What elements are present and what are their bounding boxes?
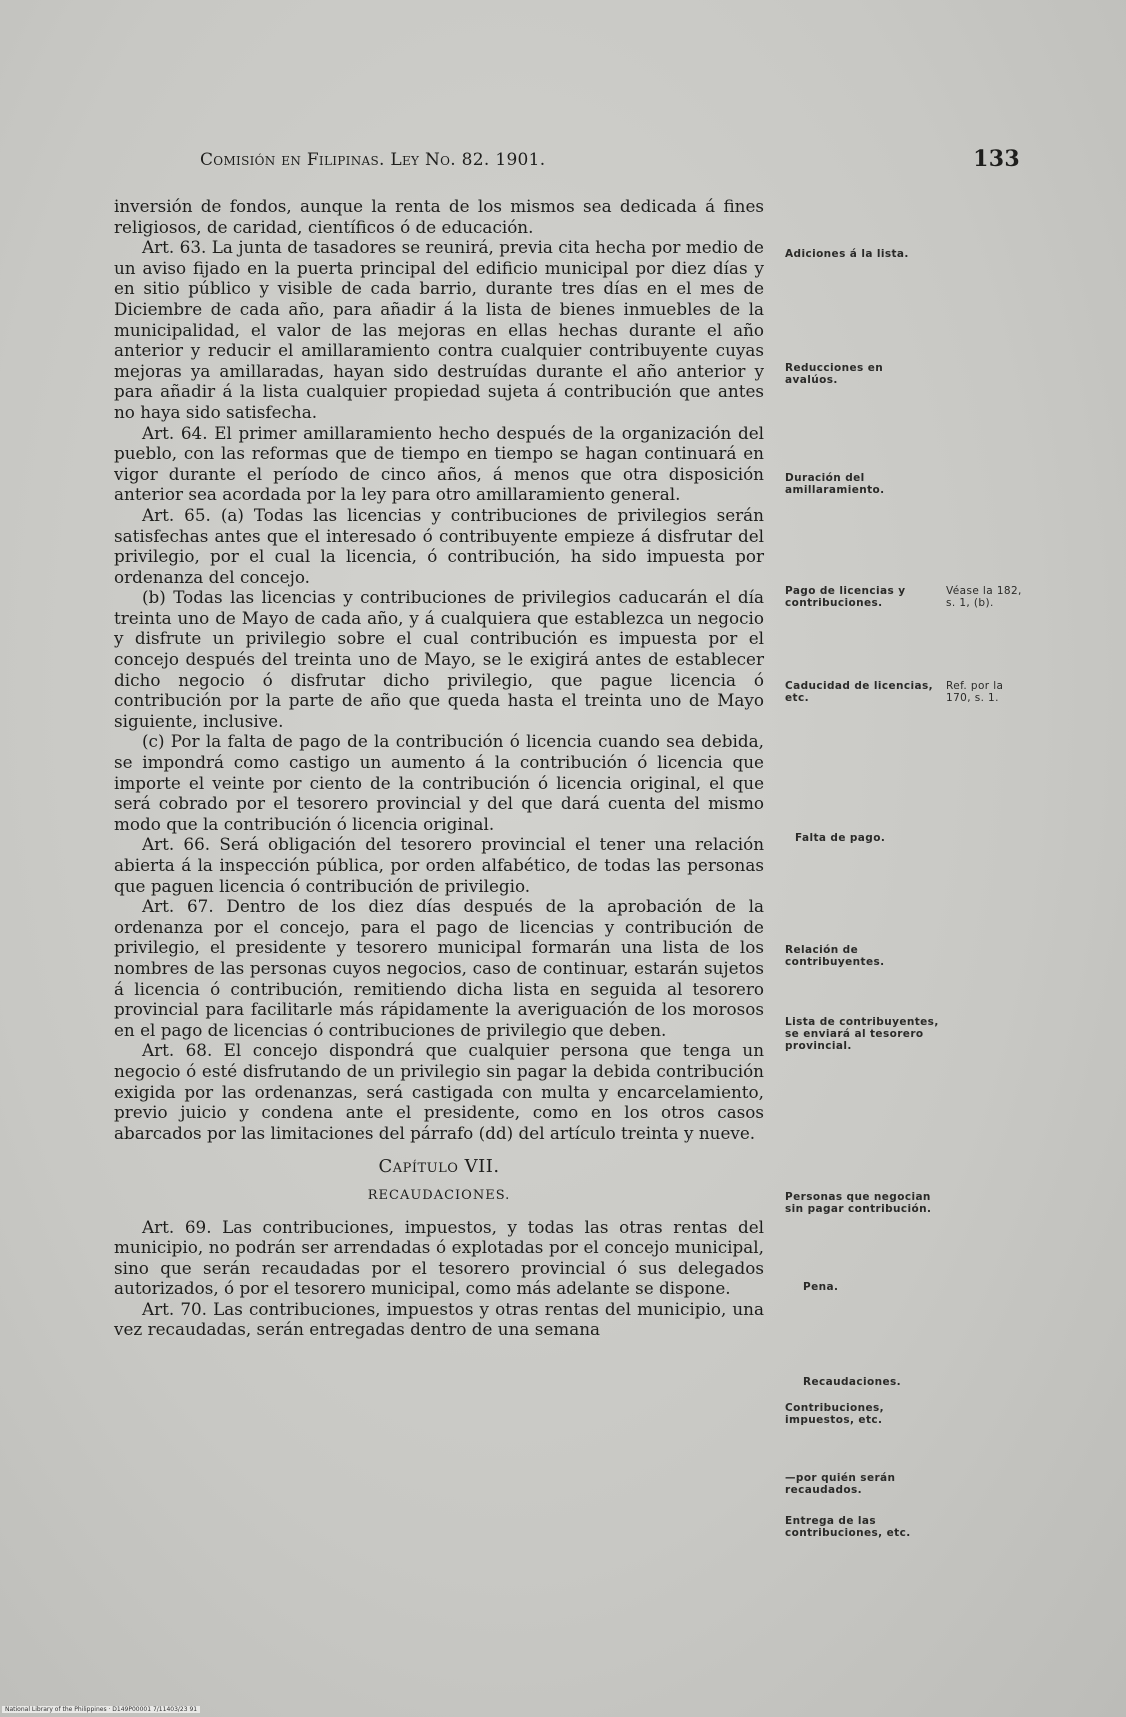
article-67: Art. 67. Dentro de los diez días después de la aprobación de la ordenanza por el concejo, para el pago de licencias y contribución de privilegio, el presidente y tesorero municipal formarán una lista de los nombres de las personas cuyos negocios, caso de continuar, estarán sujetos á licencia ó contribución, remitiendo dicha lista en seguida al tesorero provincial para facilitarle más rápidamente la averiguación de los morosos en el pago de licencias ó contribuciones de privilegio que deben. [114, 896, 764, 1040]
main-text [114, 196, 764, 1340]
page-header [200, 146, 1020, 172]
paragraph: inversión de fondos, aunque la renta de los mismos sea dedicada á fines religiosos, de caridad, científicos ó de educación. [114, 196, 764, 237]
chapter-heading: Capítulo VII. [378, 1156, 500, 1178]
margin-note-adiciones: Adiciones á la lista. [785, 248, 909, 260]
margin-ref-ref: Ref. por la 170, s. 1. [946, 680, 1004, 704]
margin-note-personas: Personas que negocian sin pagar contribución. [785, 1191, 932, 1215]
section-heading: RECAUDACIONES. [367, 1187, 511, 1203]
scan-footer: National Library of the Philippines · D149P00001 7/11403/23 91 [2, 1706, 200, 1713]
margin-note-por-quien: —por quién serán recaudados. [785, 1472, 896, 1496]
margin-ref-vease: Véase la 182, s. 1, (b). [946, 585, 1022, 609]
article-69: Art. 69. Las contribuciones, impuestos, y todas las otras rentas del municipio, no podrán ser arrendadas ó explotadas por el concejo municipal, sino que serán recaudadas por el tesorero provincial ó sus delegados autorizados, ó por el tesorero municipal, como más adelante se dispone. [114, 1216, 764, 1299]
article-63: Art. 63. La junta de tasadores se reunirá, previa cita hecha por medio de un aviso fijado en la puerta principal del edificio municipal por diez días y en sitio público y visible de cada barrio, durante tres días en el mes de Diciembre de cada año, para añadir á la lista de bienes inmuebles de la municipalidad, el valor de las mejoras en ellas hechas durante el año anterior y reducir el amillaramiento contra cualquier contribuyente cuyas mejoras ya amillaradas, hayan sido destruídas durante el año anterior y para añadir á la lista cualquier propiedad sujeta á contribución que antes no haya sido satisfecha. [114, 237, 764, 422]
article-64: Art. 64. El primer amillaramiento hecho después de la organización del pueblo, con las reformas que de tiempo en tiempo se hagan continuará en vigor durante el período de cinco años, á menos que otra disposición anterior sea acordada por la ley para otro amillaramiento general. [114, 422, 764, 505]
article-70: Art. 70. Las contribuciones, impuestos y otras rentas del municipio, una vez recaudadas, serán entregadas dentro de una semana [114, 1298, 764, 1340]
margin-note-duracion: Duración del amillaramiento. [785, 472, 885, 496]
margin-note-pena: Pena. [803, 1281, 839, 1293]
margin-note-lista: Lista de contribuyentes, se enviará al tesorero provincial. [785, 1016, 939, 1052]
article-68: Art. 68. El concejo dispondrá que cualquier persona que tenga un negocio ó esté disfrutando de un privilegio sin pagar la debida contribución exigida por las ordenanzas, será castigada con multa y encarcelamiento, previo juicio y condena ante el presidente, como en los otros casos abarcados por las limitaciones del párrafo (dd) del artículo treinta y nueve. [114, 1040, 764, 1143]
margin-note-recaudaciones: Recaudaciones. [803, 1376, 902, 1388]
article-65b: (b) Todas las licencias y contribuciones de privilegios caducarán el día treinta uno de Mayo de cada año, y á cualquiera que establezca un negocio y disfrute un privilegio sobre el cual contribución es impuesta por el concejo después del treinta uno de Mayo, se le exigirá antes de establecer dicho negocio ó disfrutar dicho privilegio, que pague licencia ó contribución por la parte de año que queda hasta el treinta uno de Mayo siguiente, inclusive. [114, 587, 764, 731]
page-number: 133 [973, 146, 1020, 172]
article-65c: (c) Por la falta de pago de la contribución ó licencia cuando sea debida, se impondrá como castigo un aumento á la contribución ó licencia que importe el veinte por ciento de la contribución ó licencia original, el que será cobrado por el tesorero provincial y del que dará cuenta del mismo modo que la contribución ó licencia original. [114, 731, 764, 834]
margin-note-caducidad: Caducidad de licencias, etc. [785, 680, 934, 704]
margin-note-falta-pago: Falta de pago. [795, 832, 886, 844]
margin-note-contribuciones: Contribuciones, impuestos, etc. [785, 1402, 885, 1426]
margin-note-pago-licencias: Pago de licencias y contribuciones. [785, 585, 906, 609]
article-65a: Art. 65. (a) Todas las licencias y contribuciones de privilegios serán satisfechas antes que el interesado ó contribuyente empieze á disfrutar del privilegio, por el cual la licencia, ó contribución, ha sido impuesta por ordenanza del concejo. [114, 504, 764, 587]
margin-note-relacion: Relación de contribuyentes. [785, 944, 885, 968]
margin-note-reducciones: Reducciones en avalúos. [785, 362, 884, 386]
article-66: Art. 66. Será obligación del tesorero provincial el tener una relación abierta á la inspección pública, por orden alfabético, de todas las personas que paguen licencia ó contribución de privilegio. [114, 834, 764, 896]
running-title: Comisión en Filipinas. Ley No. 82. 1901. [200, 150, 546, 170]
margin-note-entrega: Entrega de las contribuciones, etc. [785, 1515, 911, 1539]
